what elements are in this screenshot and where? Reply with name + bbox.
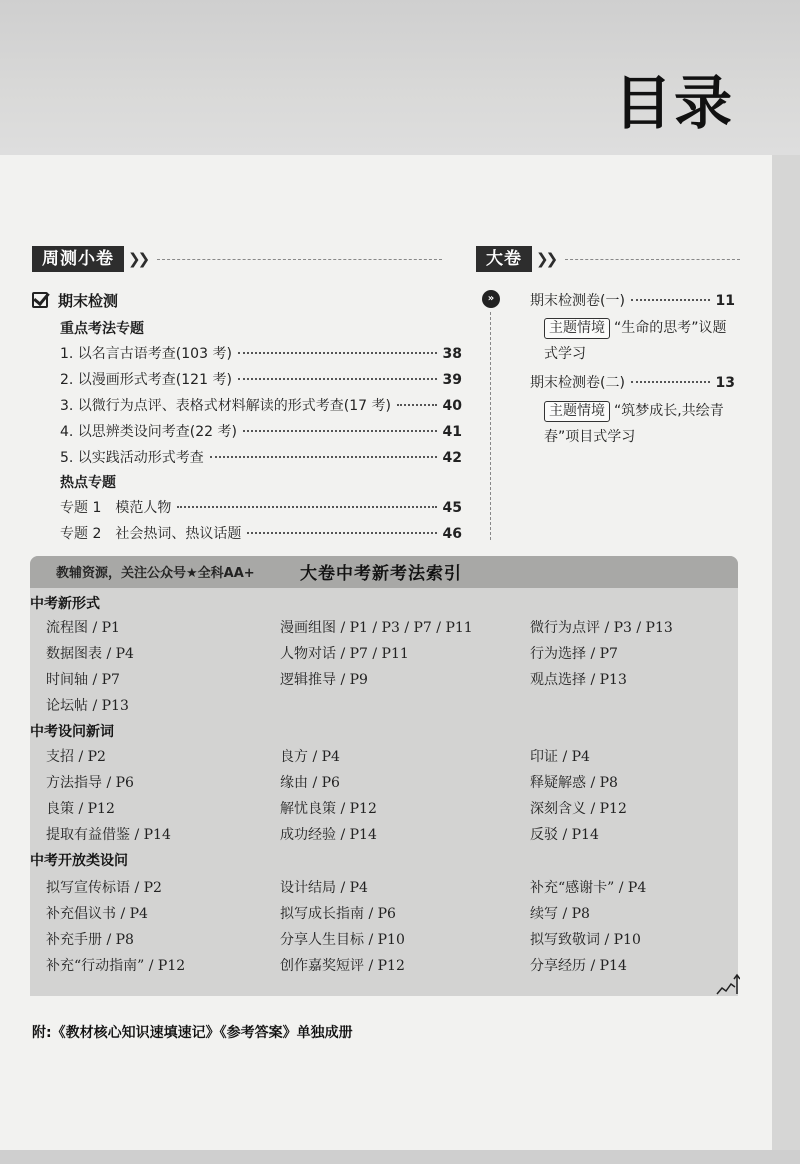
index-item: 补充手册 / P8 <box>46 932 134 948</box>
index-heading: 大卷中考新考法索引 <box>300 564 462 584</box>
index-item: 数据图表 / P4 <box>46 646 134 662</box>
double-chevron-icon: ❯❯ <box>536 250 556 268</box>
page-number: 39 <box>442 372 462 388</box>
index-item: 拟写宣传标语 / P2 <box>46 880 162 896</box>
category-title: 期末检测 <box>58 292 119 310</box>
page-number: 13 <box>715 375 735 391</box>
index-item: 续写 / P8 <box>530 906 590 922</box>
check-icon <box>32 292 48 308</box>
toc-item[interactable]: 2. 以漫画形式考查(121 考) 39 <box>60 372 462 388</box>
page-number: 45 <box>442 500 462 516</box>
index-item: 良方 / P4 <box>280 749 340 765</box>
theme-description: 主题情境 “筑梦成长,共绘青春”项目式学习 <box>544 403 724 445</box>
toc-item[interactable]: 5. 以实践活动形式考查 42 <box>60 450 462 466</box>
double-chevron-icon: ❯❯ <box>128 250 148 268</box>
right-section-header <box>476 246 740 272</box>
toc-item[interactable]: 3. 以微行为点评、表格式材料解读的形式考查(17 考) 40 <box>60 398 462 414</box>
index-item: 反驳 / P14 <box>530 827 599 843</box>
index-item: 缘由 / P6 <box>280 775 340 791</box>
page-number: 41 <box>442 424 462 440</box>
page-number: 40 <box>442 398 462 414</box>
index-item: 补充“感谢卡” / P4 <box>530 880 647 896</box>
page-number: 11 <box>715 293 735 309</box>
left-section-header <box>32 246 442 272</box>
index-item: 拟写成长指南 / P6 <box>280 906 396 922</box>
right-margin-band <box>772 155 800 1155</box>
index-item: 逻辑推导 / P9 <box>280 672 368 688</box>
toc-item[interactable]: 4. 以思辨类设问考查(22 考) 41 <box>60 424 462 440</box>
index-item: 解忧良策 / P12 <box>280 801 377 817</box>
index-item: 设计结局 / P4 <box>280 880 368 896</box>
section-rule <box>565 259 740 260</box>
column-divider <box>490 312 491 540</box>
index-item: 创作嘉奖短评 / P12 <box>280 958 405 974</box>
index-item: 印证 / P4 <box>530 749 590 765</box>
index-item: 支招 / P2 <box>46 749 106 765</box>
index-group-title: 中考设问新词 <box>30 724 114 740</box>
page-number: 42 <box>442 450 462 466</box>
toc-item[interactable]: 专题 1 模范人物 45 <box>60 500 462 516</box>
left-section-label: 周测小卷 <box>32 246 124 272</box>
section-rule <box>157 259 442 260</box>
index-item: 漫画组图 / P1 / P3 / P7 / P11 <box>280 620 473 636</box>
index-item: 释疑解惑 / P8 <box>530 775 618 791</box>
index-item: 补充倡议书 / P4 <box>46 906 148 922</box>
trend-up-icon <box>716 972 740 996</box>
index-item: 时间轴 / P7 <box>46 672 120 688</box>
right-section-label: 大卷 <box>476 246 532 272</box>
index-item: 拟写致敬词 / P10 <box>530 932 641 948</box>
index-item: 观点选择 / P13 <box>530 672 627 688</box>
index-item: 论坛帖 / P13 <box>46 698 129 714</box>
double-arrow-circle-icon: » <box>482 290 500 308</box>
index-item: 分享经历 / P14 <box>530 958 627 974</box>
toc-item[interactable]: 期末检测卷(一) 11 <box>530 293 735 309</box>
index-item: 行为选择 / P7 <box>530 646 618 662</box>
toc-item[interactable]: 专题 2 社会热词、热议话题 46 <box>60 526 462 542</box>
bottom-margin-band <box>0 1150 800 1164</box>
theme-description: 主题情境 “生命的思考”议题式学习 <box>544 320 727 362</box>
index-group-title: 中考开放类设问 <box>30 853 128 869</box>
group-title: 重点考法专题 <box>60 321 144 337</box>
index-item: 流程图 / P1 <box>46 620 120 636</box>
index-item: 人物对话 / P7 / P11 <box>280 646 409 662</box>
index-item: 提取有益借鉴 / P14 <box>46 827 171 843</box>
toc-item[interactable]: 期末检测卷(二) 13 <box>530 375 735 391</box>
index-item: 良策 / P12 <box>46 801 115 817</box>
theme-tag: 主题情境 <box>544 401 610 422</box>
index-group-title: 中考新形式 <box>30 596 100 612</box>
page-number: 38 <box>442 346 462 362</box>
theme-tag: 主题情境 <box>544 318 610 339</box>
toc-item[interactable]: 1. 以名言古语考查(103 考) 38 <box>60 346 462 362</box>
index-item: 方法指导 / P6 <box>46 775 134 791</box>
index-item: 成功经验 / P14 <box>280 827 377 843</box>
index-item: 深刻含义 / P12 <box>530 801 627 817</box>
index-note: 教辅资源，关注公众号★全科AA+ <box>56 566 255 581</box>
index-item: 分享人生目标 / P10 <box>280 932 405 948</box>
page-title: 目录 <box>613 69 734 137</box>
page-number: 46 <box>442 526 462 542</box>
group-title: 热点专题 <box>60 475 116 491</box>
appendix-note: 附:《教材核心知识速填速记》《参考答案》单独成册 <box>32 1025 353 1041</box>
index-item: 补充“行动指南” / P12 <box>46 958 186 974</box>
index-item: 微行为点评 / P3 / P13 <box>530 620 673 636</box>
